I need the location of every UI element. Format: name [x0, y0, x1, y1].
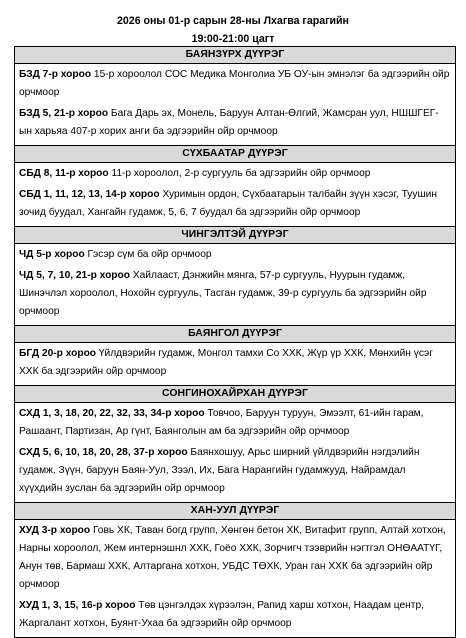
khoroo-label: БЗД 7-р хороо — [19, 69, 92, 80]
district-body — [15, 520, 455, 638]
khoroo-label: БГД 20-р хороо — [19, 348, 97, 359]
district-bayangol — [15, 326, 455, 386]
district-table — [14, 46, 456, 638]
district-body — [15, 163, 455, 227]
khoroo-entry — [19, 165, 451, 183]
district-bayanzurkh — [15, 47, 455, 146]
district-body — [15, 343, 455, 386]
khoroo-areas: Товчоо, Баруун туруун, Эмээлт, 61-ийн гарам, Рашаант, Партизан, Ар гүнт, Баянголын ам ба эдгээрийн ойр орчмоор — [19, 408, 424, 437]
khoroo-entry — [19, 105, 451, 141]
district-chingeltei — [15, 227, 455, 326]
khoroo-areas: Үйлдвэрийн гудамж, Монгол тамхи Со ХХК, Жүр үр ХХК, Мөнхийн үсэг ХХК ба эдгээрийн ойр орчмоор — [19, 348, 433, 377]
khoroo-label: ХУД 3-р хороо — [19, 525, 91, 536]
district-sukhbaatar — [15, 146, 455, 227]
district-body — [15, 403, 455, 503]
khoroo-entry — [19, 246, 451, 264]
khoroo-areas: 15-р хороолол СОС Медика Монголиа УБ ОУ-ын эмнэлэг ба эдгээрийн ойр орчмоор — [19, 69, 450, 98]
khoroo-label: СХД 1, 3, 18, 20, 22, 32, 33, 34-р хороо — [19, 408, 205, 419]
khoroo-entry — [19, 405, 451, 441]
district-songinokhairkhan — [15, 386, 455, 503]
khoroo-entry — [19, 444, 451, 498]
khoroo-label: ХУД 1, 3, 15, 16-р хороо — [19, 600, 136, 611]
khoroo-entry — [19, 597, 451, 633]
notice-date-title: 2026 оны 01-р сарын 28-ны Лхагва гарагийн — [117, 15, 349, 27]
khoroo-areas: 11-р хороолол, 2-р сургууль ба эдгээрийн ойр орчмоор — [111, 168, 371, 179]
khoroo-entry — [19, 345, 451, 381]
district-body — [15, 64, 455, 146]
district-body — [15, 244, 455, 326]
khoroo-label: СБД 8, 11-р хороо — [19, 168, 109, 179]
district-khan-uul — [15, 503, 455, 638]
khoroo-label: БЗД 5, 21-р хороо — [19, 108, 109, 119]
district-header: ЧИНГЭЛТЭЙ ДҮҮРЭГ — [15, 227, 455, 244]
khoroo-entry — [19, 522, 451, 594]
khoroo-label: СБД 1, 11, 12, 13, 14-р хороо — [19, 189, 160, 200]
khoroo-label: СХД 5, 6, 10, 18, 20, 28, 37-р хороо — [19, 447, 188, 458]
khoroo-areas: Говь ХК, Таван богд групп, Хөнгөн бетон ХК, Витафит групп, Алтай хотхон, Нарны хороолол, Жем интернэшнл ХХК, Гоёо ХХК, Зорчигч тээврийн нэгтгэл ОНӨААТҮГ, Анун төв, Бармаш ХХК, Алтаргана хотхон, УБДС ТӨХК, Уран ган ХХК ба эдгээрийн ойр орчмоор — [19, 525, 446, 590]
district-header: СОНГИНОХАЙРХАН ДҮҮРЭГ — [15, 386, 455, 403]
khoroo-entry — [19, 186, 451, 222]
khoroo-areas: Төв цэнгэлдэх хүрээлэн, Рапид харш хотхон, Наадам центр, Жаргалант хотхон, Буянт-Ухаа ба эдгээрийн ойр орчмоор — [19, 600, 424, 629]
notice-time-title: 19:00-21:00 цагт — [191, 33, 275, 45]
khoroo-entry — [19, 267, 451, 321]
district-header: ХАН-УУЛ ДҮҮРЭГ — [15, 503, 455, 520]
khoroo-entry — [19, 66, 451, 102]
khoroo-areas: Хуримын ордон, Сүхбаатарын талбайн зүүн хэсэг, Туушин зочид буудал, Хангайн гудамж, 5, 6, 7 буудал ба эдгээрийн ойр орчмоор — [19, 189, 437, 218]
khoroo-areas: Баянхошуу, Арьс ширний үйлдвэрийн нэгдэлийн гудамж, Зүүн, баруун Баян-Уул, Зээл, Их, Бага Нарангийн гудамжууд, Найрамдал хүүхдийн зуслан ба эдгээрийн ойр орчмоор — [19, 447, 420, 494]
district-header: СҮХБААТАР ДҮҮРЭГ — [15, 146, 455, 163]
district-header: БАЯНГОЛ ДҮҮРЭГ — [15, 326, 455, 343]
district-header: БАЯНЗҮРХ ДҮҮРЭГ — [15, 47, 455, 64]
khoroo-areas: Гэсэр сүм ба ойр орчмоор — [87, 249, 212, 260]
khoroo-label: ЧД 5-р хороо — [19, 249, 85, 260]
khoroo-label: ЧД 5, 7, 10, 21-р хороо — [19, 270, 130, 281]
khoroo-areas: Бага Дарь эх, Монель, Баруун Алтан-Өлгий, Жамсран уул, НШШГЕГ-ын харьяа 407-р хорих анги ба эдгээрийн ойр орчмоор — [19, 108, 439, 137]
khoroo-areas: Хайлааст, Дэнжийн мянга, 57-р сургууль, Нуурын гудамж, Шинэчлэл хороолол, Нохойн сургууль, Тасган гудамж, 39-р сургууль ба эдгээрийн ойр орчмоор — [19, 270, 427, 317]
